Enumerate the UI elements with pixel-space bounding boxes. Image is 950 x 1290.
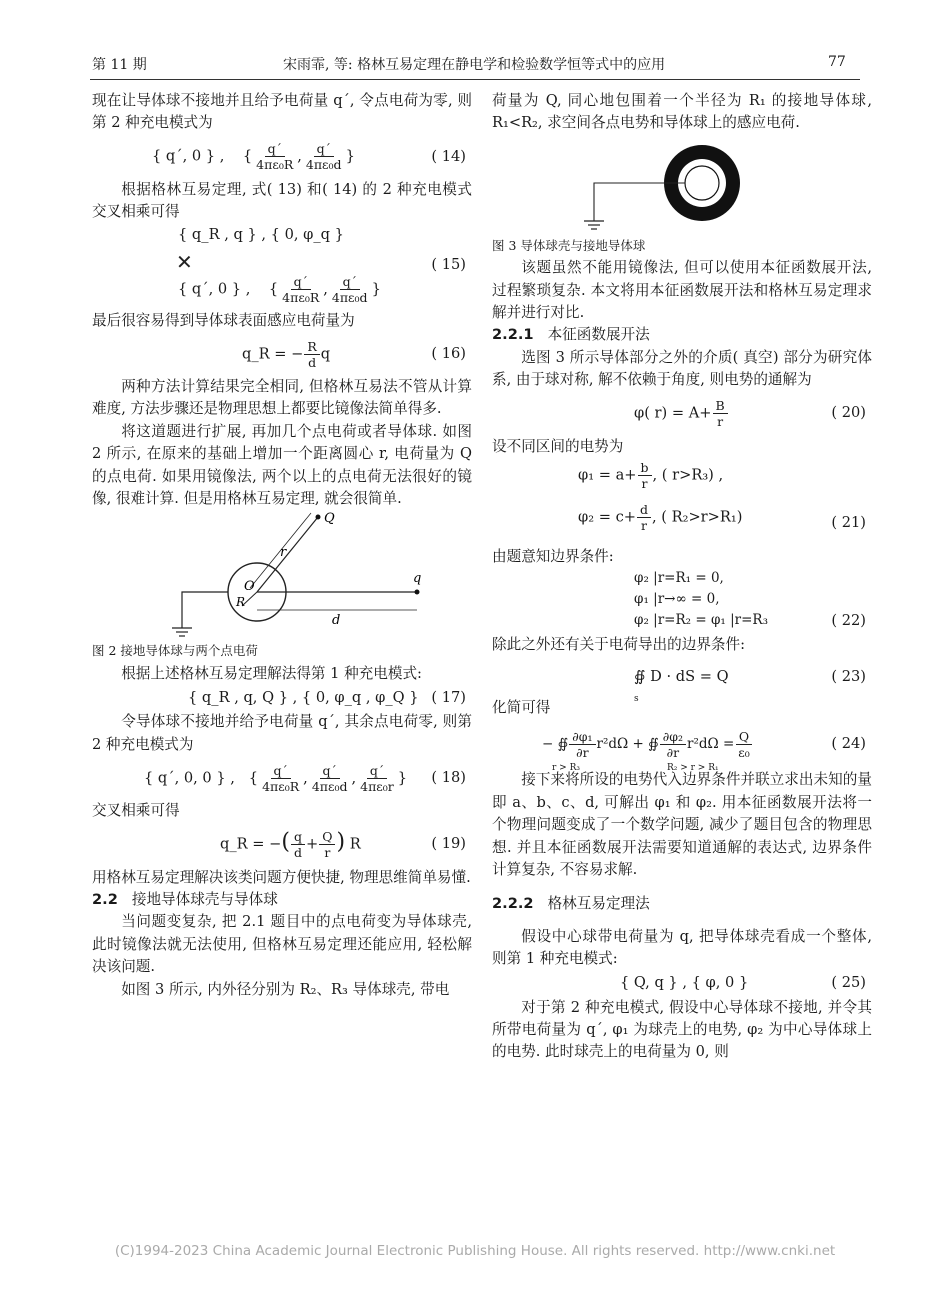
paragraph: 两种方法计算结果完全相同, 但格林互易法不管从计算难度, 方法步骤还是物理思想上都要比镜像法简单得多.	[92, 378, 472, 418]
line-to-Q	[257, 517, 318, 592]
section-heading-2-2: 2.2 接地导体球壳与导体球	[92, 890, 278, 908]
paragraph: 用格林互易定理解决该类问题方便快捷, 物理思维简单易懂.	[92, 868, 471, 886]
equation-23: ∯ D · dS = Q s ( 23)	[634, 667, 866, 704]
paragraph: 现在让导体球不接地并且给予电荷量 q´, 令点电荷为零, 则第 2 种充电模式为	[92, 92, 472, 132]
cross-multiply-icon: ✕	[176, 249, 193, 274]
point-charge-q	[415, 590, 420, 595]
paragraph: 设不同区间的电势为	[492, 437, 624, 455]
equation-22: φ₂ |r=R₁ = 0, φ₁ |r→∞ = 0, φ₂ |r=R₂ = φ₁ |r=R₃ ( 22)	[634, 570, 866, 630]
paragraph: 最后很容易得到导体球表面感应电荷量为	[92, 311, 355, 329]
equation-19: q_R = −( $\frac{q}{d}$ + $\frac{Q}{r}$ ) R ( 19)	[220, 829, 466, 860]
paragraph: 将这道题进行扩展, 再加几个点电荷或者导体球. 如图 2 所示, 在原来的基础上增加一个距离圆心 r, 电荷量为 Q 的点电荷. 如果用镜像法, 两个以上的点电荷无法很好的镜像, 很难计算. 但是用格林互易定理, 就会很简单.	[92, 422, 472, 508]
paragraph: 当问题变复杂, 把 2.1 题目中的点电荷变为导体球壳, 此时镜像法就无法使用, 但格林互易定理还能应用, 轻松解决该问题.	[92, 913, 472, 976]
label-d: d	[332, 613, 341, 629]
figure-3	[582, 139, 782, 235]
header-rule	[90, 79, 860, 80]
paragraph: 交叉相乘可得	[92, 802, 180, 820]
label-q: q	[413, 571, 422, 587]
label-Q: Q	[324, 511, 335, 527]
equation-21: φ₁ = a+ $\frac{b}{r}$ , ( r>R₃) , φ₂ = c+ $\frac{d}{r}$ , ( R₂>r>R₁) ( 21)	[578, 460, 866, 534]
label-O: O	[244, 579, 255, 595]
equation-number: ( 14)	[431, 147, 466, 165]
label-R: R	[236, 595, 246, 610]
paragraph: 荷量为 Q, 同心地包围着一个半径为 R₁ 的接地导体球, R₁<R₂, 求空间各点电势和导体球上的感应电荷.	[492, 92, 872, 132]
page-number: 77	[828, 54, 846, 70]
figure-2-caption: 图 2 接地导体球与两个点电荷	[92, 643, 258, 659]
equation-24: − ∯ $\frac{\text{∂φ₁}}{\partial r}$ r²dΩ + ∯ $\frac{\text{∂φ₂}}{\partial r}$ r²dΩ = $\frac{Q}{\text{ε₀}}$ r > R₃ R₂ > r > R₁ ( 24)	[542, 728, 866, 774]
paragraph: 除此之外还有关于电荷导出的边界条件:	[492, 636, 746, 654]
paragraph: 根据上述格林互易定理解法得第 1 种充电模式:	[121, 664, 422, 682]
issue-number: 第 11 期	[92, 57, 147, 73]
paragraph: 选图 3 所示导体部分之外的介质( 真空) 部分为研究体系, 由于球对称, 解不依赖于角度, 则电势的通解为	[492, 348, 872, 389]
paragraph: 由题意知边界条件:	[492, 548, 614, 566]
section-heading-2-2-1: 2.2.1 本征函数展开法	[492, 326, 650, 344]
paragraph: 接下来将所设的电势代入边界条件并联立求出未知的量即 a、b、c、d, 可解出 φ₁ 和 φ₂. 用本征函数展开法将一个物理问题变成了一个数学问题, 减少了题目包含的物理思想. 并且本征函数展开法需要知道通解的表达式, 边界条件计算复杂, 不容易求解.	[492, 771, 872, 878]
right-column	[492, 90, 872, 1064]
copyright-footer: (C)1994-2023 China Academic Journal Electronic Publishing House. All rights reserved. http://www.cnki.net	[114, 1243, 836, 1259]
equation-17: { q_R , q, Q } , { 0, φ_q , φ_Q } ( 17)	[188, 689, 466, 707]
equation-20: φ( r) = A+ $\frac{B}{r}$ ( 20)	[634, 398, 866, 430]
equation-15: { q_R , q } , { 0, φ_q } ✕ { q´, 0 } , { $\frac{q´}{\text{4πε₀R}}$ , $\frac{q´}{\text{4πε₀d}}$ } ( 15)	[176, 225, 466, 305]
paragraph: 如图 3 所示, 内外径分别为 R₂、R₃ 导体球壳, 带电	[121, 980, 450, 998]
figure-3-caption: 图 3 导体球壳与接地导体球	[492, 237, 646, 253]
paragraph: 根据格林互易定理, 式( 13) 和( 14) 的 2 种充电模式交叉相乘可得	[92, 180, 472, 221]
equation-18: { q´, 0, 0 } , { $\frac{q´}{\text{4πε₀R}}$ , $\frac{q´}{\text{4πε₀d}}$ , $\frac{q´}{\text{4πε₀r}}$ } ( 18)	[144, 762, 466, 794]
paragraph: 对于第 2 种充电模式, 假设中心导体球不接地, 并令其所带电荷量为 q´, φ₁ 为球壳上的电势, φ₂ 为中心导体球上的电势. 此时球壳上的电荷量为 0, 则	[492, 998, 872, 1061]
paragraph: 化简可得	[492, 698, 551, 716]
equation-16: q_R = − $\frac{R}{d}$ q ( 16)	[242, 338, 466, 370]
paragraph: 令导体球不接地并给予电荷量 q´, 其余点电荷零, 则第 2 种充电模式为	[92, 713, 472, 753]
label-r: r	[280, 545, 287, 561]
figure-2	[132, 510, 432, 640]
equation-25: { Q, q } , { φ, 0 } ( 25)	[620, 974, 866, 992]
equation-14: { q´, 0 } , { $\frac{q´}{\text{4πε₀R}}$ , $\frac{q´}{\text{4πε₀d}}$ } ( 14)	[152, 141, 466, 173]
left-column	[92, 90, 472, 1001]
paragraph: 该题虽然不能用镜像法, 但可以使用本征函数展开法, 过程繁琐复杂. 本文将用本征函数展开法和格林互易定理求解并进行对比.	[492, 259, 872, 322]
running-title: 宋雨霏, 等: 格林互易定理在静电学和检验数学恒等式中的应用	[283, 57, 666, 73]
section-heading-2-2-2: 2.2.2 格林互易定理法	[492, 895, 650, 913]
equation-number: ( 15)	[431, 255, 466, 273]
point-charge-Q	[316, 515, 321, 520]
paragraph: 假设中心球带电荷量为 q, 把导体球壳看成一个整体, 则第 1 种充电模式:	[492, 927, 872, 968]
ground-wire	[182, 592, 228, 628]
